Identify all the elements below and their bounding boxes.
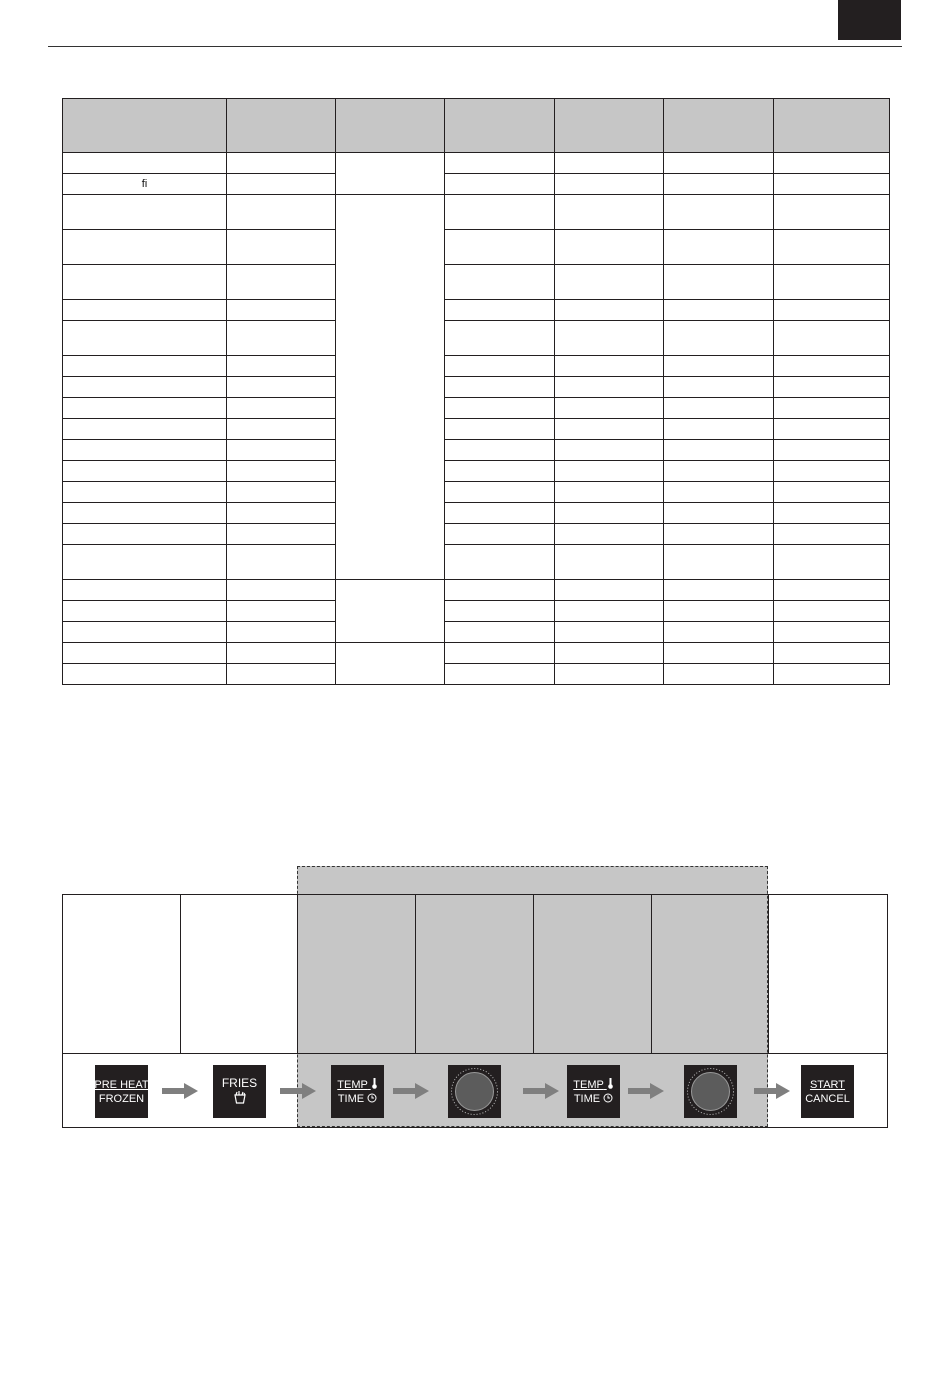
- table-cell: [227, 419, 336, 440]
- table-cell: [774, 545, 890, 580]
- table-cell: [774, 440, 890, 461]
- table-cell: [227, 356, 336, 377]
- table-cell: [774, 356, 890, 377]
- table-cell: [664, 377, 774, 398]
- table-cell: [555, 545, 664, 580]
- table-cell: [664, 601, 774, 622]
- temp-label: TEMP: [573, 1079, 604, 1091]
- table-cell: [227, 580, 336, 601]
- table-cell: [63, 545, 227, 580]
- group-cell: [336, 195, 445, 580]
- page-number-badge: [838, 0, 901, 40]
- table-cell: [664, 265, 774, 300]
- table-cell: [555, 503, 664, 524]
- table-cell: [445, 482, 555, 503]
- table-row: [63, 482, 890, 503]
- group-cell: [336, 643, 445, 685]
- table-cell: [445, 230, 555, 265]
- table-cell: [445, 643, 555, 664]
- table-cell: [664, 419, 774, 440]
- table-cell: [63, 265, 227, 300]
- table-cell: [63, 664, 227, 685]
- table-cell: [555, 440, 664, 461]
- table-cell: [664, 398, 774, 419]
- table-row: [63, 195, 890, 230]
- table-cell: [63, 580, 227, 601]
- table-cell: [445, 265, 555, 300]
- table-cell: [774, 664, 890, 685]
- table-cell: [555, 601, 664, 622]
- table-cell: [664, 195, 774, 230]
- table-row: [63, 174, 890, 195]
- table-cell: [664, 643, 774, 664]
- table-cell: [774, 300, 890, 321]
- table-cell: [63, 601, 227, 622]
- table-cell: [555, 461, 664, 482]
- table-cell: [664, 545, 774, 580]
- header-cell: [227, 99, 336, 153]
- preheat-label: PRE HEAT: [94, 1078, 149, 1091]
- table-cell: [555, 195, 664, 230]
- thermometer-icon: [607, 1078, 614, 1089]
- table-cell: [445, 174, 555, 195]
- table-cell: [555, 300, 664, 321]
- table-cell: [664, 622, 774, 643]
- table-cell: [555, 174, 664, 195]
- table-cell: [63, 300, 227, 321]
- table-cell: [227, 664, 336, 685]
- table-row: [63, 622, 890, 643]
- table-cell: [555, 524, 664, 545]
- table-cell: [555, 356, 664, 377]
- header-rule: [48, 46, 902, 47]
- table-cell: [774, 580, 890, 601]
- table-cell: [664, 440, 774, 461]
- table-cell: [227, 321, 336, 356]
- preheat-frozen-button[interactable]: [95, 1065, 148, 1118]
- clock-icon: [367, 1093, 377, 1103]
- start-label: START: [809, 1078, 846, 1091]
- table-row: [63, 503, 890, 524]
- table-cell: [445, 356, 555, 377]
- table-row: [63, 664, 890, 685]
- step-description: [769, 900, 886, 1046]
- table-cell: [555, 622, 664, 643]
- step-description: [416, 900, 533, 1046]
- temp-label: TEMP: [337, 1079, 368, 1091]
- table-cell: [664, 230, 774, 265]
- table-cell: [664, 153, 774, 174]
- table-cell: [774, 195, 890, 230]
- group-cell: [336, 580, 445, 643]
- table-cell: [227, 174, 336, 195]
- table-header-row: [63, 99, 890, 153]
- table-cell: [445, 321, 555, 356]
- thermometer-icon: [371, 1078, 378, 1089]
- table-cell: [63, 622, 227, 643]
- dial-knob-icon[interactable]: [448, 1065, 501, 1118]
- table-cell: [774, 419, 890, 440]
- table-cell: [63, 419, 227, 440]
- table-row: [63, 545, 890, 580]
- frozen-label: FROZEN: [98, 1092, 145, 1105]
- header-cell: [445, 99, 555, 153]
- step-description: [181, 900, 297, 1046]
- table-cell: [227, 461, 336, 482]
- table-cell: [445, 545, 555, 580]
- time-label: TIME: [337, 1093, 365, 1105]
- table-row: [63, 643, 890, 664]
- table-cell: [774, 377, 890, 398]
- table-cell: [227, 545, 336, 580]
- arrow-right-icon: [393, 1083, 429, 1099]
- fries-button[interactable]: [213, 1065, 266, 1118]
- arrow-right-icon: [628, 1083, 664, 1099]
- table-cell: [63, 321, 227, 356]
- table-cell: [227, 643, 336, 664]
- table-row: [63, 524, 890, 545]
- header-cell: [774, 99, 890, 153]
- temp-time-button[interactable]: [567, 1065, 620, 1118]
- step-description: [652, 900, 768, 1046]
- table-cell: [555, 419, 664, 440]
- row-divider: [62, 1053, 888, 1054]
- step-description: [534, 900, 651, 1046]
- table-cell: [445, 300, 555, 321]
- table-cell: [227, 230, 336, 265]
- table-row: [63, 440, 890, 461]
- table-cell: [445, 622, 555, 643]
- step-description: [298, 900, 415, 1046]
- group-cell: [336, 153, 445, 195]
- table-cell: [445, 195, 555, 230]
- table-cell: [63, 230, 227, 265]
- step-description: [63, 900, 180, 1046]
- table-cell: [445, 580, 555, 601]
- table-cell: [774, 622, 890, 643]
- header-cell: [664, 99, 774, 153]
- table-cell: [555, 398, 664, 419]
- table-cell: [445, 398, 555, 419]
- table-cell: [445, 503, 555, 524]
- table-cell: [664, 524, 774, 545]
- fries-label: FRIES: [221, 1075, 258, 1090]
- table-cell: [227, 153, 336, 174]
- table-row: [63, 300, 890, 321]
- temp-time-button[interactable]: [331, 1065, 384, 1118]
- table-row: [63, 601, 890, 622]
- header-cell: [63, 99, 227, 153]
- arrow-right-icon: [754, 1083, 790, 1099]
- table-cell: [445, 153, 555, 174]
- table-cell: [63, 643, 227, 664]
- clock-icon: [603, 1093, 613, 1103]
- table-cell: [774, 174, 890, 195]
- table-cell: [63, 153, 227, 174]
- table-cell: [63, 524, 227, 545]
- table-cell: [227, 503, 336, 524]
- table-cell: [774, 503, 890, 524]
- table-cell: [555, 643, 664, 664]
- table-cell: [227, 398, 336, 419]
- table-cell: [774, 265, 890, 300]
- table-cell: [445, 664, 555, 685]
- table-cell: [664, 300, 774, 321]
- table-cell: [664, 174, 774, 195]
- table-cell: [555, 321, 664, 356]
- table-row: [63, 461, 890, 482]
- table-cell: [445, 524, 555, 545]
- table-cell: [664, 356, 774, 377]
- arrow-right-icon: [162, 1083, 198, 1099]
- table-cell: [555, 377, 664, 398]
- table-cell: [774, 643, 890, 664]
- table-cell: [774, 153, 890, 174]
- table-row: [63, 377, 890, 398]
- start-cancel-button[interactable]: [801, 1065, 854, 1118]
- table-cell: [63, 482, 227, 503]
- table-cell: [227, 524, 336, 545]
- table-cell: [63, 461, 227, 482]
- table-cell: [555, 265, 664, 300]
- table-cell: [445, 461, 555, 482]
- table-cell: [774, 321, 890, 356]
- header-cell: [555, 99, 664, 153]
- table-cell: [555, 153, 664, 174]
- table-cell: [227, 482, 336, 503]
- table-cell: [664, 482, 774, 503]
- table-row: [63, 265, 890, 300]
- table-cell: [664, 664, 774, 685]
- table-cell: [774, 398, 890, 419]
- cancel-label: CANCEL: [805, 1092, 850, 1105]
- table-row: [63, 398, 890, 419]
- table-cell: [774, 461, 890, 482]
- table-cell: [63, 503, 227, 524]
- table-cell: [63, 440, 227, 461]
- table-cell: [555, 664, 664, 685]
- table-cell: [227, 622, 336, 643]
- table-cell: ﬁ: [63, 174, 227, 195]
- table-cell: [445, 419, 555, 440]
- table-cell: [227, 300, 336, 321]
- table-cell: [774, 601, 890, 622]
- table-cell: [445, 440, 555, 461]
- table-cell: [63, 195, 227, 230]
- dial-knob-icon[interactable]: [684, 1065, 737, 1118]
- time-label: TIME: [573, 1093, 601, 1105]
- table-row: [63, 356, 890, 377]
- table-cell: [555, 580, 664, 601]
- arrow-right-icon: [523, 1083, 559, 1099]
- fries-icon: [233, 1091, 247, 1107]
- table-cell: [664, 321, 774, 356]
- table-cell: [227, 265, 336, 300]
- table-cell: [227, 377, 336, 398]
- table-cell: [445, 377, 555, 398]
- table-cell: [227, 195, 336, 230]
- table-row: [63, 321, 890, 356]
- arrow-right-icon: [280, 1083, 316, 1099]
- table-cell: [227, 440, 336, 461]
- header-cell: [336, 99, 445, 153]
- table-cell: [555, 230, 664, 265]
- table-cell: [664, 503, 774, 524]
- table-row: [63, 419, 890, 440]
- table-row: [63, 153, 890, 174]
- table-cell: [664, 580, 774, 601]
- table-row: [63, 230, 890, 265]
- table-cell: [227, 601, 336, 622]
- table-cell: [774, 230, 890, 265]
- cooking-table: [62, 98, 890, 685]
- table-cell: [63, 356, 227, 377]
- table-cell: [555, 482, 664, 503]
- table-cell: [63, 398, 227, 419]
- table-cell: [774, 524, 890, 545]
- table-cell: [445, 601, 555, 622]
- table-cell: [774, 482, 890, 503]
- table-cell: [63, 377, 227, 398]
- table-row: [63, 580, 890, 601]
- table-cell: [664, 461, 774, 482]
